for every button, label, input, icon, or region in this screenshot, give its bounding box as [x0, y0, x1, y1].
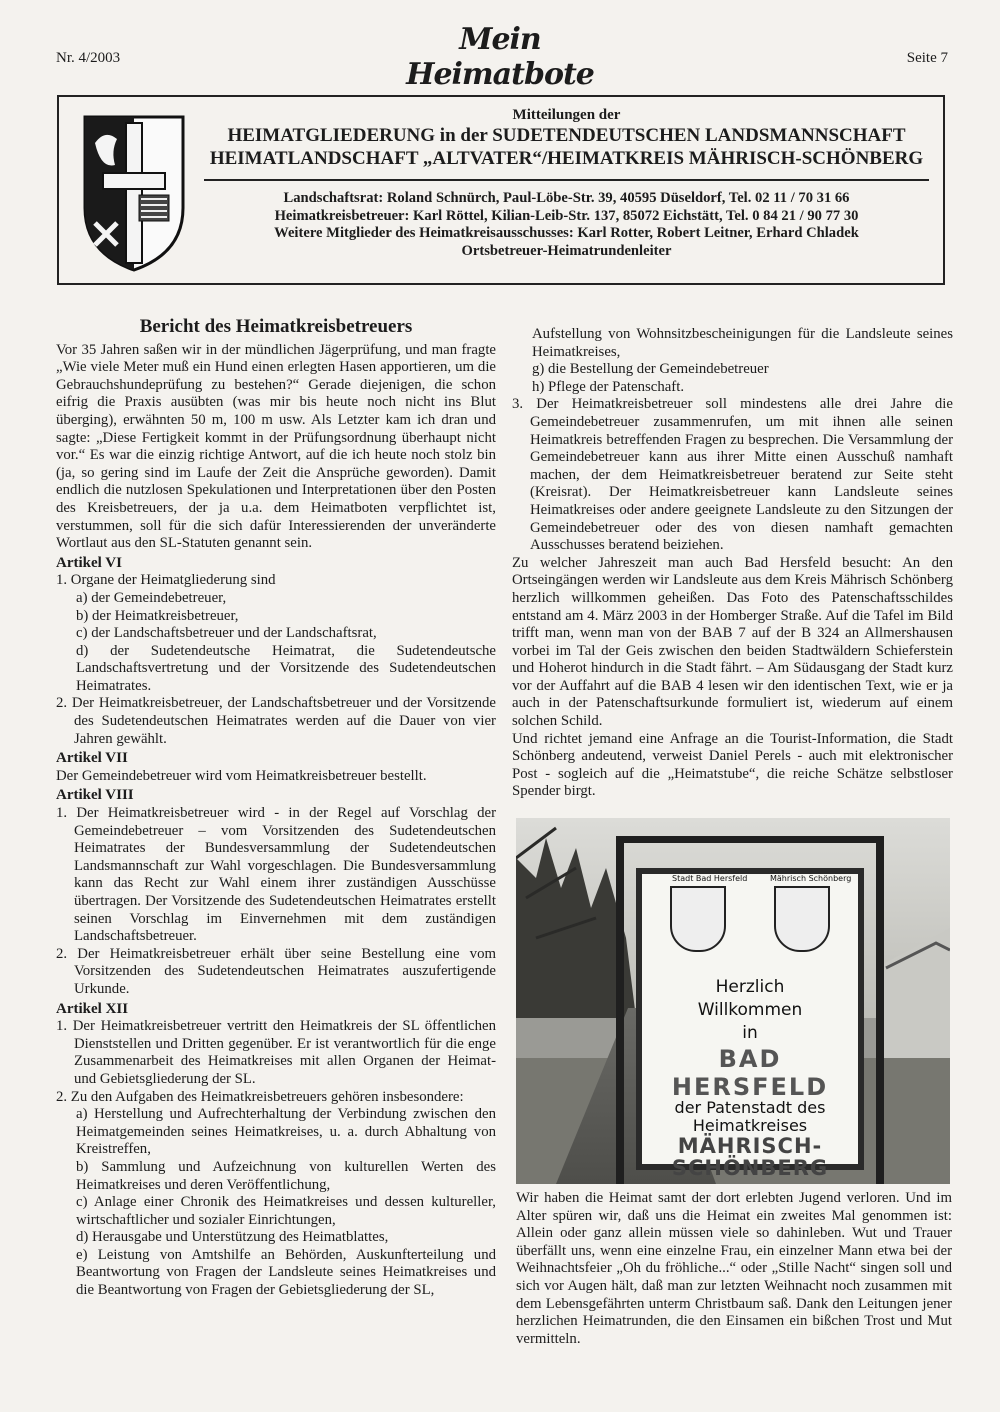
article-xii-heading: Artikel XII [56, 1000, 129, 1017]
welcome-sign [636, 868, 864, 1180]
art6-item-1: 1. Organe der Heimatgliederung sind [56, 572, 276, 589]
art12-item-2h: h) Pflege der Patenschaft. [532, 378, 685, 395]
masthead-logo: Mein Heimatbote [406, 22, 594, 92]
article-vii-heading: Artikel VII [56, 750, 128, 767]
sign-line-6: der Patenstadt des [674, 1098, 826, 1117]
sign-line-3: in [742, 1023, 758, 1043]
sign-line-2: Willkommen [697, 1000, 803, 1020]
art12-item-2g: g) die Bestellung der Gemeindebetreuer [532, 361, 769, 378]
intro-paragraph: Vor 35 Jahren saßen wir in der mündlichen Jägerprüfung, und man fragte „Wie viele Meter muß ein Hund einen erlegten Hasen apportieren, um die Gebrauchshundeprüfung zu bestehen?“ Gerade diejenigen, die schon eifrig die Praxis ausübten (was mir bis heute noch nicht ins Blut überging), erwähnten 50 m, 100 m usw. Als Letzter kam ich dran und sagte: „Diese Fertigkeit kommt in der Prüfungsordnung überhaupt nicht vor.“ Es war die einzig richtige Antwort, auf die ich heute noch stolz bin (ja, so gering sind im Laufe der Zeit die Ansprüche geworden). Damit endlich die nutzlosen Spekulationen und Interpretationen über den Posten des Kreisbetreuers, der ja u.a. dem Heimatboten verpflichtet ist, verstummen, soll für die sich dafür Interessierenden der unveränderte Wortlaut aus den SL-Statuten genannt sein. [56, 341, 496, 552]
tourist-paragraph: Und richtet jemand eine Anfrage an die Tourist-Information, die Stadt Schönberg andeutend, verweist Daniel Perels - auch mit elektronischer Post - sogleich auf die „Heimatstube“, die reiche Schätze selbstloser Spender birgt. [512, 730, 953, 800]
sign-line-7: Heimatkreises [692, 1116, 808, 1135]
association-info [204, 105, 929, 260]
closing-paragraph: Wir haben die Heimat samt der dort erlebten Jugend verloren. Und im Alter spüren wir, daß uns die Heimat ein zweites Mal genommen ist: Allein oder ganz allein müssen viele so dahinleben. Wut und Trauer überfällt uns, wenn eine einzelne Frau, ein einzelner Mann etwa bei der Weihnachtsfeier „Oh du fröhliche...“ oder „Stille Nacht“ singen soll und sich vor Augen hält, daß man zur letzten Weihnacht noch zusammen mit dem Lebensgefährten unterm Christbaum saß. Dank den Leitungen jener herzlichen Heimatrunden, die den Einsamen ein bißchen Trost und Mut vermitteln. [516, 1190, 952, 1347]
contact-ortsbetreuer: Ortsbetreuer-Heimatrundenleiter [461, 242, 672, 259]
art12-item-2a: a) Herstellung und Aufrechterhaltung der Verbindung zwischen den Heimatgemeinden seines Heimatkreises, u. a. durch Abhaltung von Kreistreffen, [76, 1106, 496, 1158]
shields [642, 874, 858, 974]
sign-line-5: HERSFELD [671, 1073, 829, 1101]
contact-committee: Weitere Mitglieder des Heimatkreisausschusses: Karl Rotter, Robert Leitner, Erhard Chladek [274, 225, 859, 241]
org-line-1: HEIMATGLIEDERUNG in der SUDETENDEUTSCHEN LANDSMANNSCHAFT [227, 125, 906, 146]
art6-item-1b: b) der Heimatkreisbetreuer, [76, 607, 239, 624]
coat-of-arms-icon [81, 113, 187, 273]
schoenberg-crest-icon [774, 886, 830, 952]
article-vi-heading: Artikel VI [56, 554, 122, 571]
sign-line-8: MÄHRISCH- [677, 1134, 823, 1158]
art6-item-2: 2. Der Heimatkreisbetreuer, der Landschaftsbetreuer und der Vorsitzende des Sudetendeutschen Heimatrates werden auf die Dauer von vier Jahren gewählt. [56, 695, 496, 747]
shield-right-label: Mährisch Schönberg [770, 874, 852, 883]
art6-item-1d: d) der Sudetendeutsche Heimatrat, die Sudetendeutsche Landschaftsvertretung und der Vorsitzende des Sudetendeutschen Heimatrates. [76, 642, 496, 694]
issue-number: Nr. 4/2003 [56, 50, 121, 66]
intro-line: Mitteilungen der [512, 107, 621, 123]
sign-line-1: Herzlich [715, 977, 785, 997]
right-column [512, 326, 953, 801]
art6-item-1c: c) der Landschaftsbetreuer und der Landschaftsrat, [76, 625, 377, 642]
article-title: Bericht des Heimatkreisbetreuers [139, 316, 413, 337]
sign-line-9: SCHÖNBERG [671, 1156, 829, 1180]
left-column [56, 318, 496, 1300]
shield-left-label: Stadt Bad Hersfeld [672, 874, 748, 883]
contact-heimatkreisbetreuer: Heimatkreisbetreuer: Karl Röttel, Kilian-Leib-Str. 137, 85072 Eichstätt, Tel. 0 84 21 / 90 77 30 [274, 207, 859, 224]
art12-item-2d: d) Herausgabe und Unterstützung des Heimatblattes, [76, 1229, 389, 1246]
bad-hersfeld-crest-icon [670, 886, 726, 952]
art12-item-2e: e) Leistung von Amtshilfe an Behörden, Auskunfterteilung und Beantwortung von Fragen der Landsleute seines Heimatkreises und die Beantwortung von Fragen der Gebietsgliederung der SL, [76, 1246, 496, 1299]
art12-item-2b: b) Sammlung und Aufzeichnung von kulturellen Werten des Heimatkreises und deren Veröffentlichung, [76, 1158, 496, 1193]
art12-item-2: 2. Zu den Aufgaben des Heimatkreisbetreuers gehören insbesondere: [56, 1088, 464, 1105]
page-number: Seite 7 [906, 50, 948, 66]
hersfeld-paragraph: Zu welcher Jahreszeit man auch Bad Hersfeld besucht: An den Ortseingängen werden wir Landsleute aus dem Kreis Mährisch Schönberg herzlich willkommen geheißen. Das Foto des Patenschaftsschildes entstand am 4. März 2003 in der Homberger Straße. Auf die Tafel im Bild trifft man, wenn man von der BAB 7 auf der B 324 an Allmershausen vorbei im Tal der Geis zwischen den beiden Stadtwäldern Schieferstein und Hoherot hindurch in die Stadt fährt. – Am Südausgang der Stadt kurz vor der Auffahrt auf die BAB 4 lesen wir den identischen Text, wie er ja auch in der Patenschaftsurkunde formuliert ist, wiederum auf einem solchen Schild. [512, 554, 953, 730]
art8-item-1: 1. Der Heimatkreisbetreuer wird - in der Regel auf Vorschlag der Gemeindebetreuer – vom Vorsitzenden des Sudetendeutschen Heimatrates der Bundesversammlung der Sudetendeutschen Landsmannschaft zur Wahl vorgeschlagen. Die Bundesversammlung kann das Recht zur Wahl einem ihrer zuständigen Ausschüsse übertragen. Der Vorsitzende des Sudetendeutschen Heimatrates erstellt seinen Vorschlag im Einvernehmen mit dem zuständigen Landschaftsbetreuer. [56, 805, 496, 945]
article-viii-heading: Artikel VIII [56, 787, 134, 804]
association-header-box [57, 95, 945, 285]
welcome-sign-photo [516, 818, 950, 1184]
sign-post-left [616, 836, 624, 1184]
contact-landschaftsrat: Landschaftsrat: Roland Schnürch, Paul-Löbe-Str. 39, 40595 Düseldorf, Tel. 02 11 / 70 31 66 [283, 190, 850, 206]
art8-item-2: 2. Der Heimatkreisbetreuer erhält über seine Bestellung eine vom Vorsitzenden des Sudetendeutschen Heimatrates auszufertigende Urkunde. [56, 945, 496, 997]
sign-frame-top [616, 836, 884, 843]
art12-item-3: 3. Der Heimatkreisbetreuer soll mindestens alle drei Jahre die Gemeindebetreuer zusammenrufen, um mit ihnen alle seinen Heimatkreis betreffenden Fragen zu besprechen. Die Versammlung der Gemeindebetreuer kann aus ihrer Mitte einen Ausschuß namhaft machen, der dem Heimatkreisbetreuer beratend zur Seite steht (Kreisrat). Der Heimatkreisbetreuer kann Landsleute seines Heimatkreises oder andere geeignete Landsleute zu den Sitzungen der Gemeindebetreuer oder des von diesen namhaft gemachten Ausschusses beratend beiziehen. [512, 396, 953, 554]
sign-line-4: BAD [718, 1045, 782, 1073]
art12-item-2c: c) Anlage einer Chronik des Heimatkreises und dessen kultureller, wirtschaftlicher und sozialer Einrichtungen, [76, 1194, 496, 1228]
art12-item-1: 1. Der Heimatkreisbetreuer vertritt den Heimatkreis der SL öffentlichen Dienststellen und Dritten gegenüber. Er ist verantwortlich für die enge Zusammenarbeit des Heimatkreises mit allen Organen der Heimat- und Gebietsgliederung der SL. [56, 1018, 496, 1087]
art6-item-1a: a) der Gemeindebetreuer, [76, 589, 227, 606]
art7-text: Der Gemeindebetreuer wird vom Heimatkreisbetreuer bestellt. [56, 767, 427, 784]
sign-post-right [876, 836, 884, 1184]
org-line-2: HEIMATLANDSCHAFT „ALTVATER“/HEIMATKREIS MÄHRISCH-SCHÖNBERG [209, 148, 924, 169]
divider [204, 179, 929, 181]
art12-item-2f: Aufstellung von Wohnsitzbescheinigungen für die Landsleute seines Heimatkreises, [532, 326, 953, 360]
